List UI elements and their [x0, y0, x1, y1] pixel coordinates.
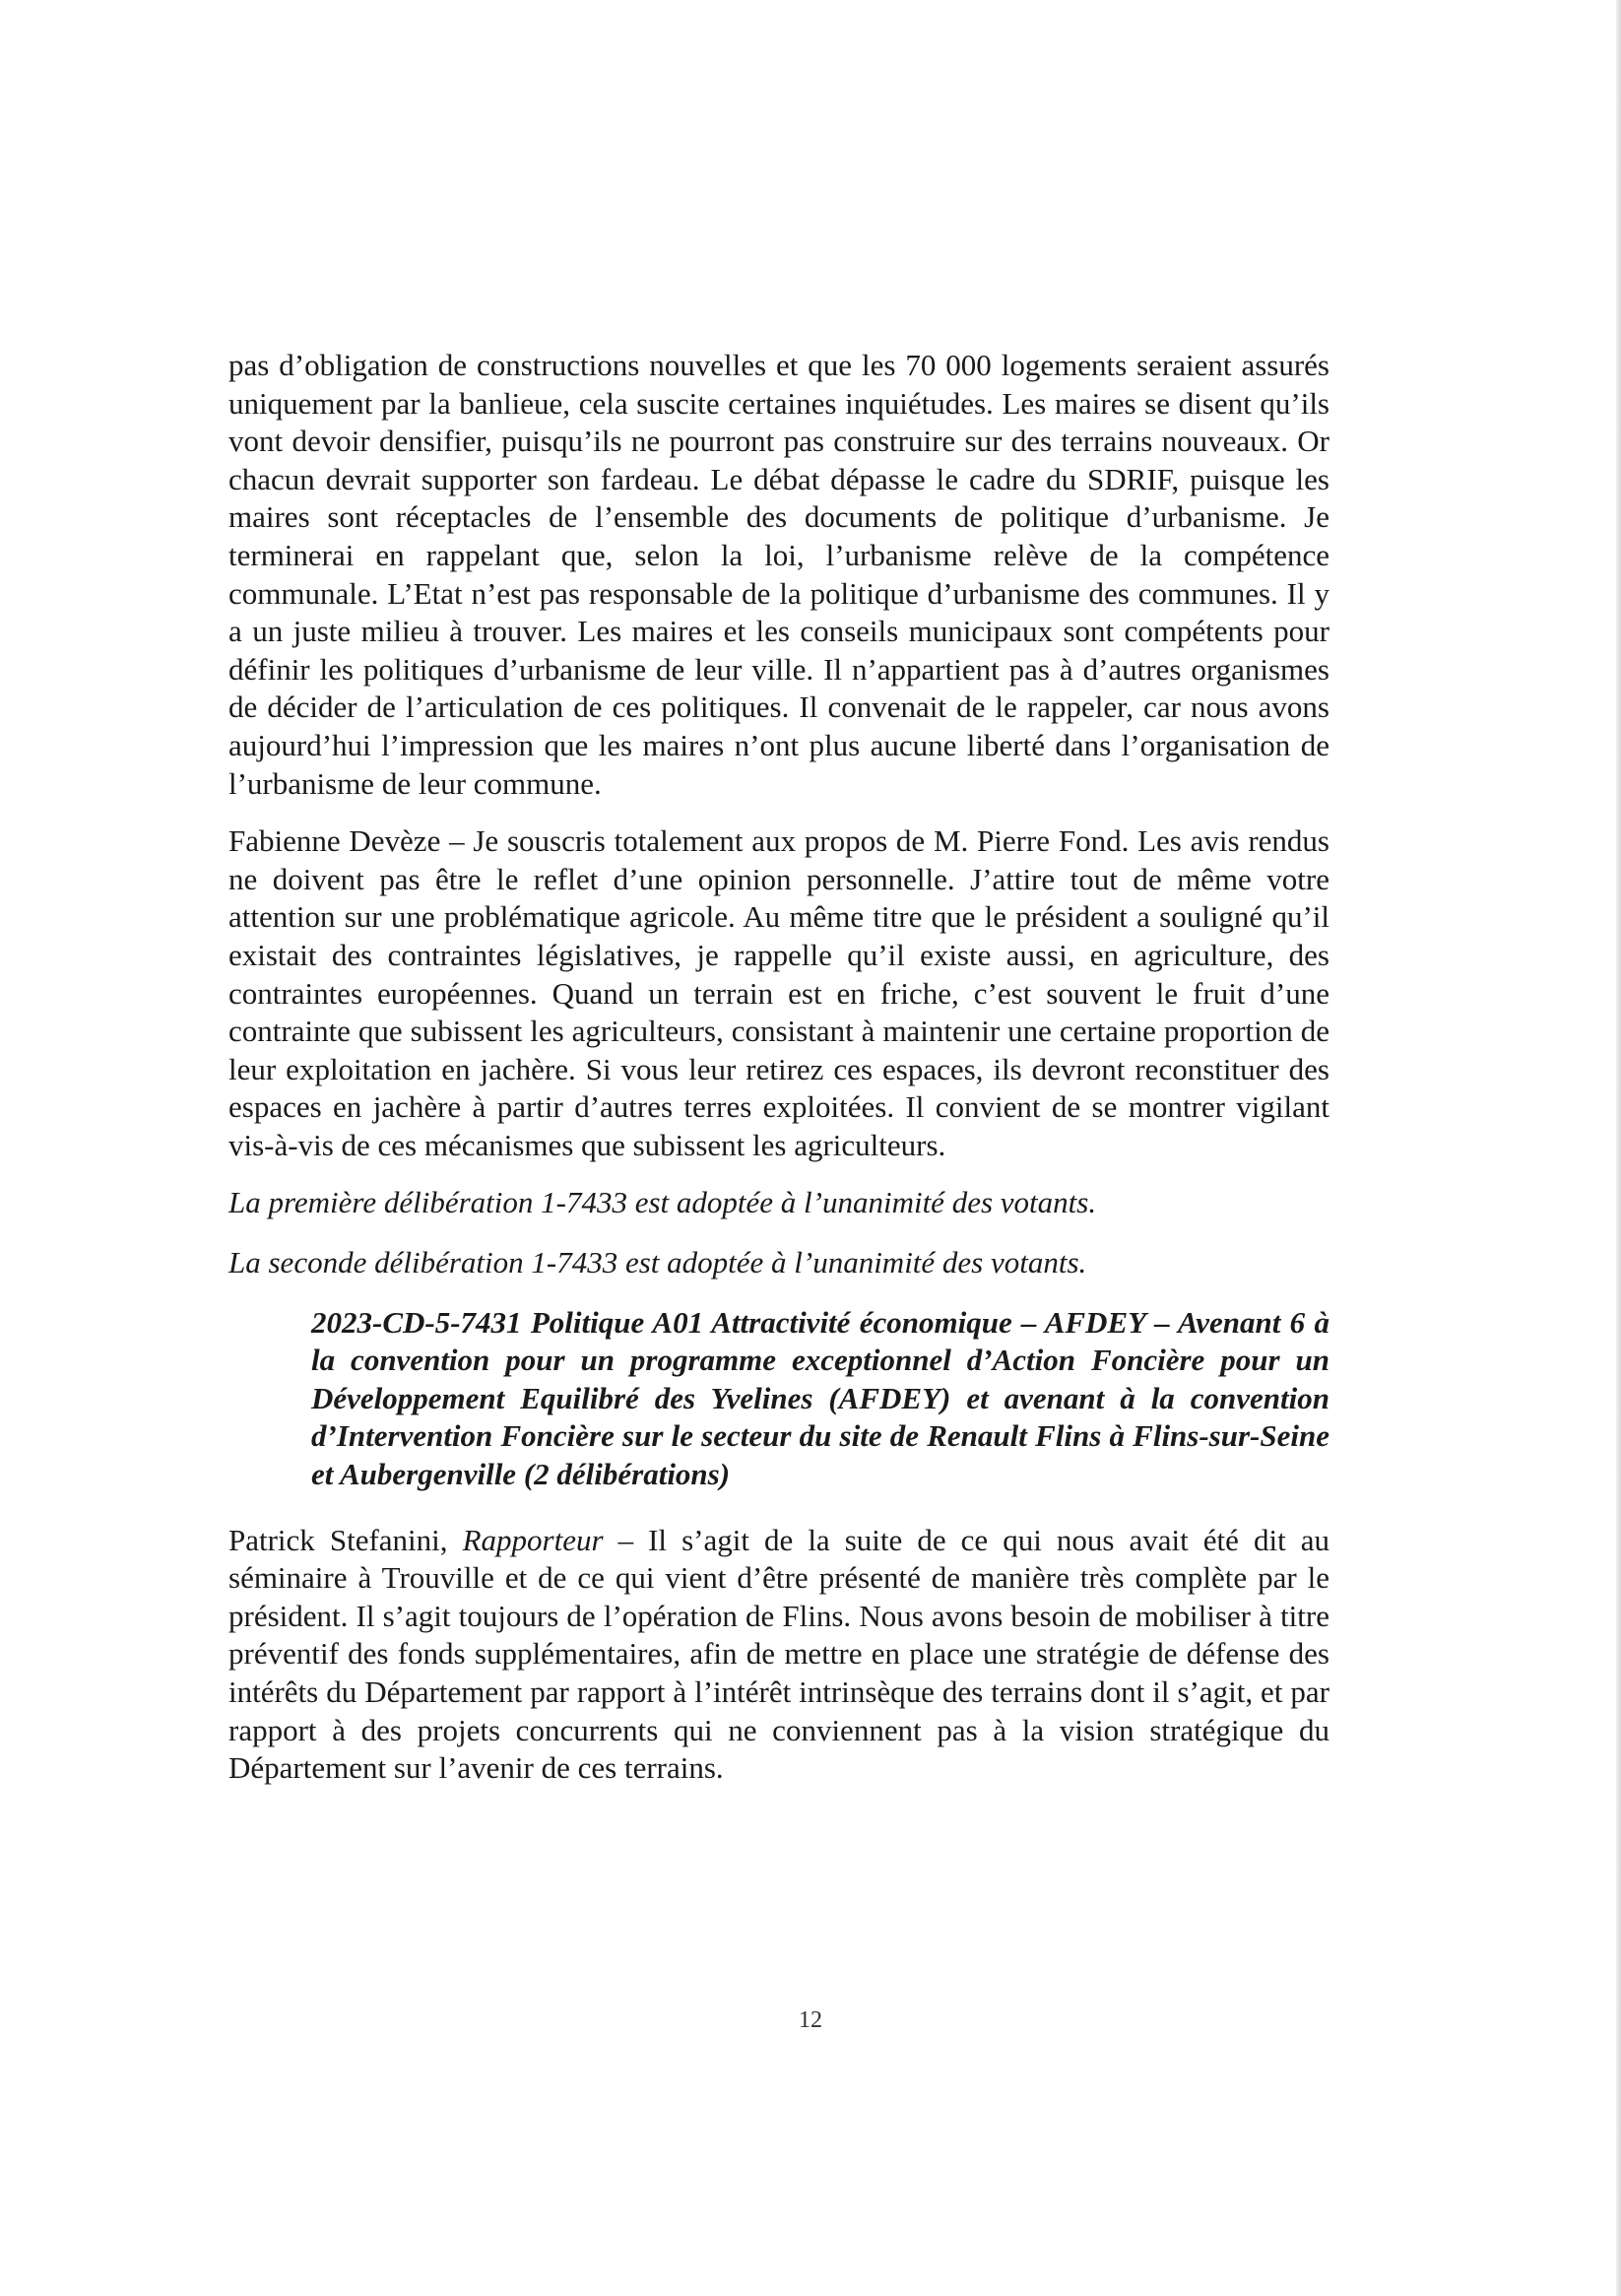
paragraph-deveze: Fabienne Devèze – Je souscris totalement aux propos de M. Pierre Fond. Les avis rendus ne doivent pas être le reflet d’une opinion personnelle. J’attire tout de même votre attention sur une problématique agricole. Au même titre que le président a souligné qu’il existait des contraintes législatives, je rappelle qu’il existe aussi, en agriculture, des contraintes européennes. Quand un terrain est en friche, c’est souvent le fruit d’une contrainte que subissent les agriculteurs, consistant à maintenir une certaine proportion de leur exploitation en jachère. Si vous leur retirez ces espaces, ils devront reconstituer des espaces en jachère à partir d’autres terres exploitées. Il convient de se montrer vigilant vis-à-vis de ces mécanismes que subissent les agriculteurs. [228, 823, 1329, 1162]
page-number: 12 [799, 2007, 822, 2033]
document-body [228, 347, 1329, 1807]
rapporteur-text: – Il s’agit de la suite de ce qui nous avait été dit au séminaire à Trouville et de ce qui vient d’être présenté de manière très complète par le président. Il s’agit toujours de l’opération de Flins. Nous avons besoin de mobiliser à titre préventif des fonds supplémentaires, afin de mettre en place une stratégie de défense des intérêts du Département par rapport à l’intérêt intrinsèque des terrains dont il s’agit, et par rapport à des projets concurrents qui ne conviennent pas à la vision stratégique du Département sur l’avenir de ces terrains. [228, 1522, 1329, 1786]
deliberation-result-first: La première délibération 1-7433 est adoptée à l’unanimité des votants. [228, 1185, 1097, 1220]
deliberation-result-second: La seconde délibération 1-7433 est adoptée à l’unanimité des votants. [228, 1245, 1087, 1280]
speaker-role: Rapporteur [462, 1522, 604, 1557]
speaker-name: Patrick Stefanini, [228, 1522, 463, 1557]
paragraph-urbanisme: pas d’obligation de constructions nouvelles et que les 70 000 logements seraient assurés uniquement par la banlieue, cela suscite certaines inquiétudes. Les maires se disent qu’ils vont devoir densifier, puisqu’ils ne pourront pas construire sur des terrains nouveaux. Or chacun devrait supporter son fardeau. Le débat dépasse le cadre du SDRIF, puisque les maires sont réceptacles de l’ensemble des documents de politique d’urbanisme. Je terminerai en rappelant que, selon la loi, l’urbanisme relève de la compétence communale. L’Etat n’est pas responsable de la politique d’urbanisme des communes. Il y a un juste milieu à trouver. Les maires et les conseils municipaux sont compétents pour définir les politiques d’urbanisme de leur ville. Il n’appartient pas à d’autres organismes de décider de l’articulation de ces politiques. Il convenait de le rappeler, car nous avons aujourd’hui l’impression que les maires n’ont plus aucune liberté dans l’organisation de l’urbanisme de leur commune. [228, 348, 1329, 801]
scan-page-edge [1616, 0, 1621, 2296]
agenda-item-heading: 2023-CD-5-7431 Politique A01 Attractivité économique – AFDEY – Avenant 6 à la convention pour un programme exceptionnel d’Action Foncière pour un Développement Equilibré des Yvelines (AFDEY) et avenant à la convention d’Intervention Foncière sur le secteur du site de Renault Flins à Flins-sur-Seine et Aubergenville (2 délibérations) [311, 1304, 1329, 1492]
paragraph-rapporteur [228, 1522, 1329, 1788]
